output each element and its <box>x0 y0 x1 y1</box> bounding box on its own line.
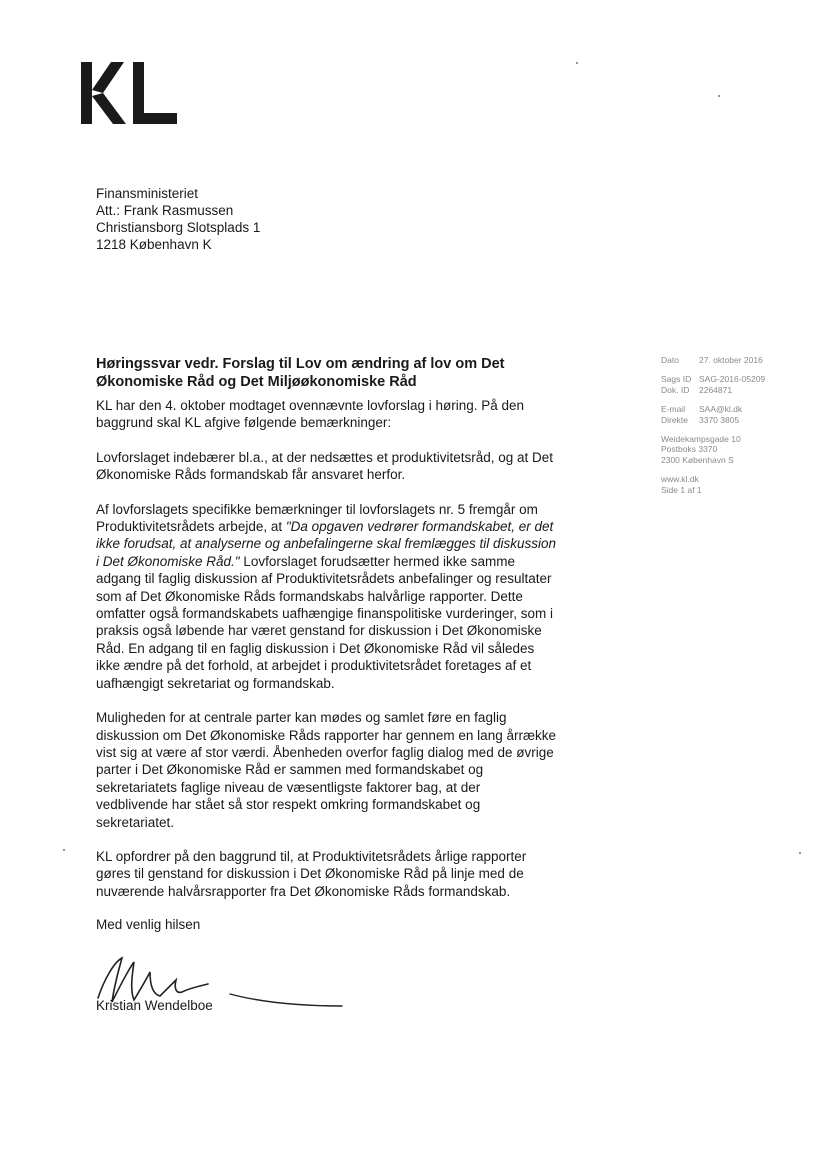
kl-logo <box>81 62 177 124</box>
letter-body <box>96 397 556 934</box>
email-label: E-mail <box>661 404 686 415</box>
address-line: 2300 København S <box>661 454 734 465</box>
recipient-line: Christiansborg Slotsplads 1 <box>96 220 261 235</box>
scan-speck <box>576 62 578 64</box>
signatory-name: Kristian Wendelboe <box>96 998 213 1013</box>
letter-metadata <box>661 355 811 504</box>
remarks-intro: Af lovforslagets specifikke bemærkninger til lovforslagets nr. 5 fremgår om Produktivitetsrådets arbejde, at <box>96 501 538 535</box>
page-number: Side 1 af 1 <box>661 484 702 495</box>
direct-phone-label: Direkte <box>661 414 688 425</box>
paragraph-summary: Lovforslaget indebærer bl.a., at der nedsættes et produktivitetsråd, og at Det Økonomiske Råds formandskab får ansvaret herfor. <box>96 449 554 483</box>
sag-id-value: SAG-2016-05209 <box>699 374 766 385</box>
paragraph-remarks <box>96 501 556 692</box>
date-block <box>661 355 811 365</box>
id-block <box>661 374 811 395</box>
recipient-line: Finansministeriet <box>96 186 199 201</box>
website-link[interactable]: www.kl.dk <box>661 474 699 485</box>
sag-id-label: Sags ID <box>661 374 692 385</box>
paragraph-value: Muligheden for at centrale parter kan mødes og samlet føre en faglig diskussion om Det Økonomiske Råds rapporter har gennem en lang årrække vist sig at være af stor værdi. Åbenheden overfor faglig dialog med de øvrige parter i Det Økonomiske Råd er sammen med formandskabet og sekretariatets faglige niveau de væsentligste faktorer bag, at der vedblivende har stået så stor respekt omkring formandskabet og sekretariatet. <box>96 710 556 830</box>
recipient-line: Att.: Frank Rasmussen <box>96 203 234 218</box>
remarks-rest: Lovforslaget forudsætter hermed ikke samme adgang til faglig diskussion af Produktivitetsrådets anbefalinger og resultater som af Det Økonomiske Råds formandskabs halvårlige rapporter. Dette omfatter også formandskabets uafhængige finanspolitiske vurderinger, som i praksis også løbende har været genstand for diskussion i Det Økonomiske Råd. En adgang til en faglig diskussion i Det Økonomiske Råd vil således ikke ændre på det forhold, at arbejdet i produktivitetsrådet foretages af et uafhængigt sekretariat og formandskab. <box>96 553 553 691</box>
address-line: Postboks 3370 <box>661 444 718 455</box>
remarks-quote: "Da opgaven vedrører formandskabet, er det ikke forudsat, at analyserne og anbefalingerne skal fremlægges til diskussion i Det Økonomiske Råd." <box>96 519 557 569</box>
date-value: 27. oktober 2016 <box>699 355 763 365</box>
scan-speck <box>63 849 65 851</box>
closing-greeting: Med venlig hilsen <box>96 917 201 933</box>
subject-heading: Høringssvar vedr. Forslag til Lov om ændring af lov om Det Økonomiske Råd og Det Miljøøkonomiske Råd <box>96 356 505 390</box>
scan-speck <box>799 852 801 854</box>
paragraph-recommendation: KL opfordrer på den baggrund til, at Produktivitetsrådets årlige rapporter gøres til genstand for diskussion i Det Økonomiske Råd på linje med de nuværende halvårsrapporter fra Det Økonomiske Råds formandskab. <box>96 848 527 899</box>
postal-address-block <box>661 434 811 465</box>
recipient-line: 1218 København K <box>96 237 212 252</box>
email-value[interactable]: SAA@kl.dk <box>699 404 743 415</box>
dok-id-value: 2264871 <box>699 384 733 395</box>
date-label: Dato <box>661 355 679 365</box>
direct-phone-value: 3370 3805 <box>699 414 740 425</box>
recipient-address <box>96 185 260 253</box>
address-line: Weidekampsgade 10 <box>661 434 741 445</box>
contact-block <box>661 404 811 425</box>
paragraph-intro: KL har den 4. oktober modtaget ovennævnte lovforslag i høring. På den baggrund skal KL afgive følgende bemærkninger: <box>96 398 525 431</box>
scan-speck <box>718 95 720 97</box>
dok-id-label: Dok. ID <box>661 384 690 395</box>
web-block <box>661 474 811 495</box>
